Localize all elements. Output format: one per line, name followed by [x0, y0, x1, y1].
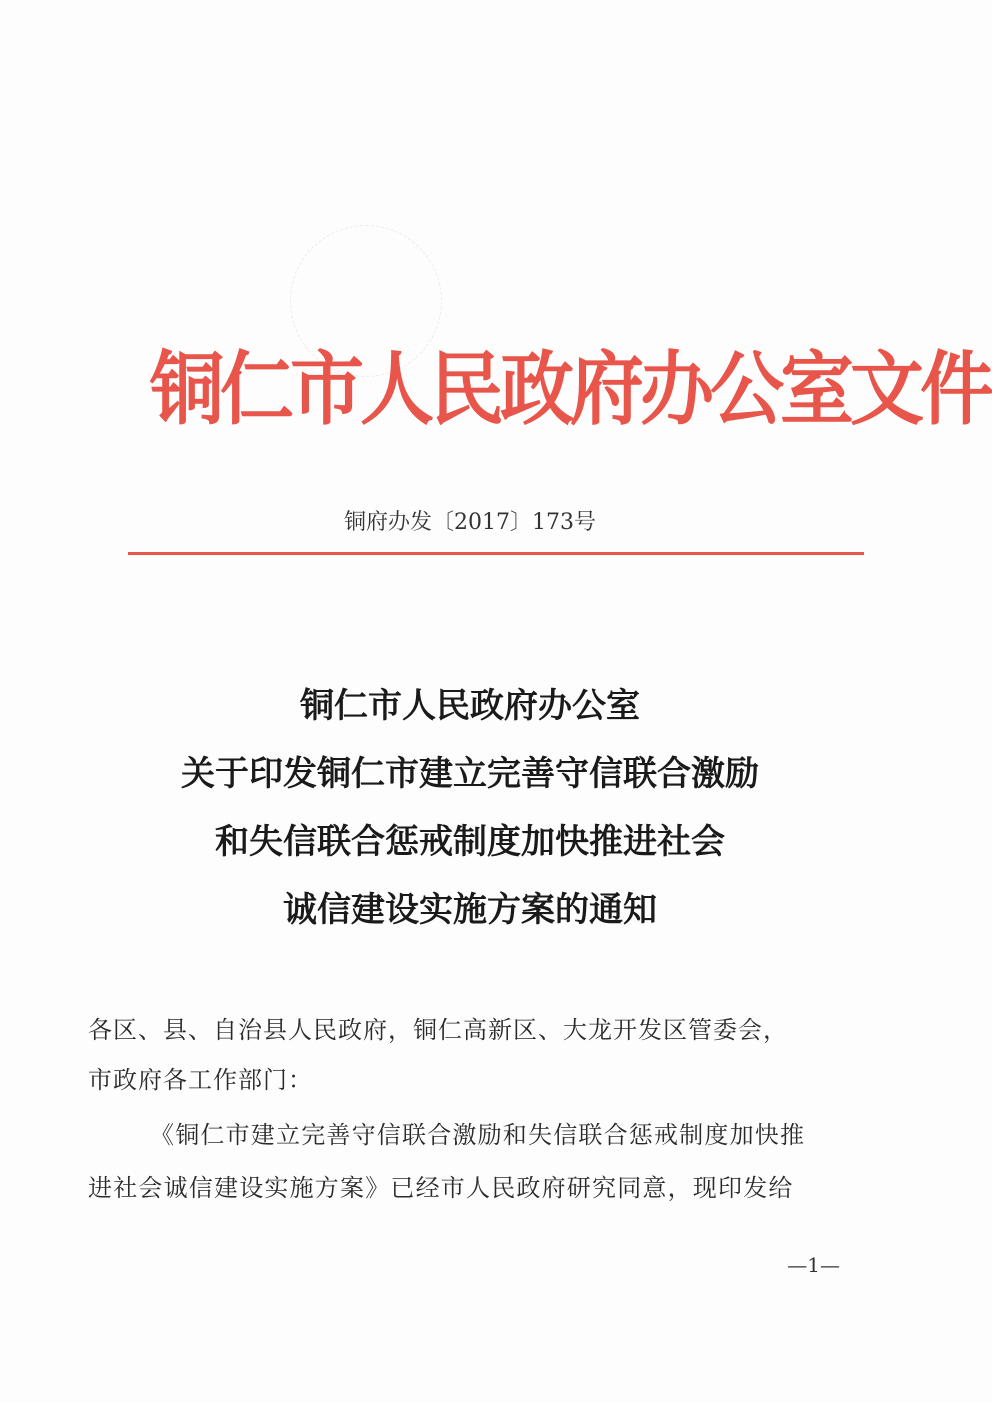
addressee-line: 市政府各工作部门：	[88, 1066, 313, 1094]
title-line: 关于印发铜仁市建立完善守信联合激励	[181, 754, 759, 794]
body-paragraph-line: 进社会诚信建设实施方案》已经市人民政府研究同意，现印发给	[88, 1174, 794, 1202]
title-line: 铜仁市人民政府办公室	[300, 686, 640, 726]
document-number: 铜府办发〔2017〕173号	[344, 510, 596, 535]
addressee-line: 各区、县、自治县人民政府，铜仁高新区、大龙开发区管委会，	[88, 1016, 788, 1044]
red-divider-line	[128, 552, 864, 555]
issuer-title: 铜仁市人民政府办公室文件	[150, 343, 990, 437]
title-line: 和失信联合惩戒制度加快推进社会	[215, 822, 725, 862]
body-paragraph-line: 《铜仁市建立完善守信联合激励和失信联合惩戒制度加快推	[150, 1121, 806, 1149]
document-title	[100, 672, 840, 944]
title-line: 诚信建设实施方案的通知	[283, 890, 657, 930]
page-number: —1—	[787, 1253, 840, 1277]
